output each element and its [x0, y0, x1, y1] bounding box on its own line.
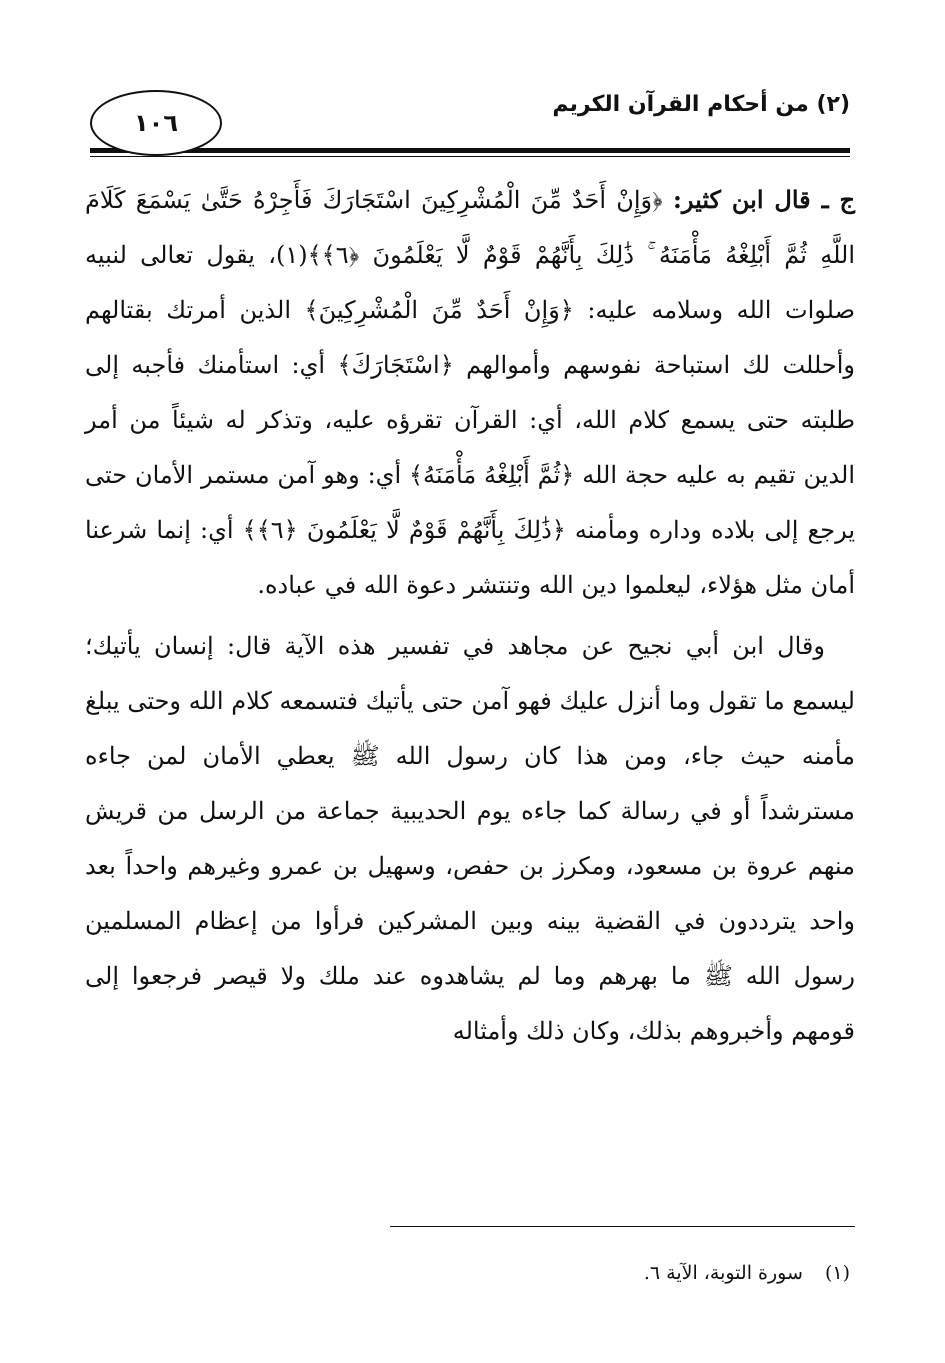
- page-number-oval: [90, 90, 222, 156]
- footnote-separator: [390, 1226, 855, 1227]
- header-rule-thick: [90, 148, 850, 153]
- paragraph-1-lead: ج ـ قال ابن كثير:: [672, 185, 856, 214]
- body-text: [85, 172, 855, 1065]
- footnote-marker: (١): [824, 1262, 850, 1284]
- page-number: ١٠٦: [134, 109, 178, 137]
- paragraph-1: [85, 172, 855, 613]
- header-rule-thin: [90, 156, 850, 157]
- paragraph-2: وقال ابن أبي نجيح عن مجاهد في تفسير هذه الآية قال: إنسان يأتيك؛ ليسمع ما تقول وما أنزل عليك فهو آمن حتى يأتيك فتسمعه كلام الله وحتى يبلغ مأمنه حيث جاء، ومن هذا كان رسول الله ﷺ يعطي الأمان لمن جاءه مسترشداً أو في رسالة كما جاءه يوم الحديبية جماعة من الرسل من قريش منهم عروة بن مسعود، ومكرز بن حفص، وسهيل بن عمرو وغيرهم واحداً بعد واحد يترددون في القضية بينه وبين المشركين فرأوا من إعظام المسلمين رسول الله ﷺ ما بهرهم وما لم يشاهدوه عند ملك ولا قيصر فرجعوا إلى قومهم وأخبروهم بذلك، وكان ذلك وأمثاله: [85, 632, 855, 1045]
- footnote: [644, 1262, 850, 1284]
- running-title: (٢) من أحكام القرآن الكريم: [552, 92, 850, 117]
- page-header: [90, 70, 850, 160]
- footnote-text: سورة التوبة، الآية ٦.: [643, 1262, 803, 1284]
- paragraph-1-text: ﴿وَإِنْ أَحَدٌ مِّنَ الْمُشْرِكِينَ اسْتَجَارَكَ فَأَجِرْهُ حَتَّىٰ يَسْمَعَ كَلَامَ اللَّهِ ثُمَّ أَبْلِغْهُ مَأْمَنَهُ ۚ ذَٰلِكَ بِأَنَّهُمْ قَوْمٌ لَّا يَعْلَمُونَ ﴿٦﴾﴾(١)، يقول تعالى لنبيه صلوات الله وسلامه عليه: ﴿وَإِنْ أَحَدٌ مِّنَ الْمُشْرِكِينَ﴾ الذين أمرتك بقتالهم وأحللت لك استباحة نفوسهم وأموالهم ﴿اسْتَجَارَكَ﴾ أي: استأمنك فأجبه إلى طلبته حتى يسمع كلام الله، أي: القرآن تقرؤه عليه، وتذكر له شيئاً من أمر الدين تقيم به عليه حجة الله ﴿ثُمَّ أَبْلِغْهُ مَأْمَنَهُ﴾ أي: وهو آمن مستمر الأمان حتى يرجع إلى بلاده وداره ومأمنه ﴿ذَٰلِكَ بِأَنَّهُمْ قَوْمٌ لَّا يَعْلَمُونَ ﴿٦﴾﴾ أي: إنما شرعنا أمان مثل هؤلاء، ليعلموا دين الله وتنتشر دعوة الله في عباده.: [85, 186, 856, 599]
